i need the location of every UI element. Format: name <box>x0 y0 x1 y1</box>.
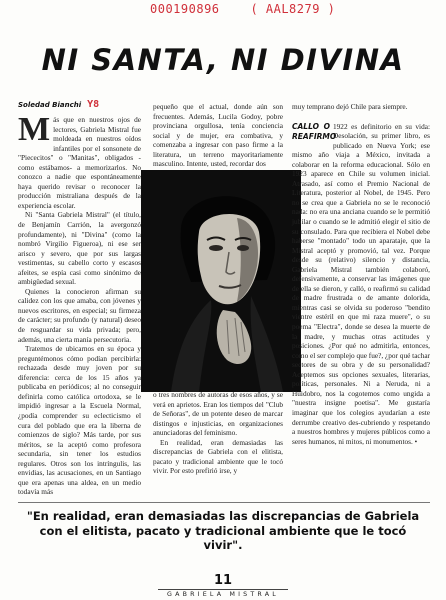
portrait-icon <box>141 170 301 392</box>
article-column-2-top <box>153 102 283 169</box>
paragraph: Más que en nuestros ojos de lectores, Gabriela Mistral fue moldeada en nuestros oídos infantiles por el sonsonete de "Piececitos" o "Manitas", obligados -como estábamos- a memorizarlos. No conozco a nadie que espontáneamente haya querido revisar o reconocer la producción mistraliana después de la experiencia escolar. <box>18 111 141 210</box>
page-number: 11 <box>213 573 233 588</box>
paragraph: Tratemos de ubicarnos en su época y preguntémonos cómo podían percibirla: rechazada desde muy joven por su diferencia: cerca de los 15 años ya publicaba en periódicos; al no conseguir definirla como católica ortodoxa, se le impidió ingresar a la Escuela Normal, ¿podía comprender su eclecticismo el cura del poblado que era la liberna de comienzos de siglo? Más tarde, por sus méritos, se la aceptó como profesora secundaria, sin tener los estudios regulares. Otros son los intríngulis, las envidias, las acusaciones, en un Santiago que era apenas una aldea, en un medio todavía más <box>18 344 141 497</box>
section-subheading: CALLO O REAFIRMO <box>292 121 337 141</box>
paragraph: pequeño que el actual, donde aún son frecuentes. Además, Lucila Godoy, pobre provinciana orgullosa, tenía conciencia social y de mujer, era combativa, y comenzaba a ingresar con paso firme a la literatura, un terreno mayoritariamente masculino. Intente, usted, recordar dos <box>153 102 283 169</box>
divider <box>18 502 430 503</box>
page-footer <box>0 574 446 598</box>
drop-cap: M <box>18 111 51 148</box>
article-title: NI SANTA, NI DIVINA <box>41 43 405 77</box>
handwritten-catalog-note <box>150 2 335 16</box>
handwritten-mark: Y8 <box>87 99 100 110</box>
byline <box>18 99 99 110</box>
paragraph: CALLO O REAFIRMO 1922 es definitorio en su vida: Desolación, su primer libro, es publicado en Nueva York; ese mismo año viaja a México, invitada a colaborar en la reforma educacional. Sólo en 1923 aparece en Chile su volumen inicial. Atrasado, así como el Premio Nacional de Literatura, posterior al Nobel, de 1945. Pero no se crea que a Gabriela no se le reconoció nada: no era una anciana cuando se le permitió jubilar o cuando se le admitió elegir el sitio de su consulado. Para que recibiera el Nobel debe haberse "montado" todo un aparataje, que la Mistral aceptó y promovió, tal vez. Porque desde su (relativo) silencio y distancia, Gabriela Mistral también colaboró, defensivamente, a conservar las imágenes que de ella se dieron, y calló, o reafirmó su calidad de madre frustrada o de amante dolorida, mientras casi se olvida su poderoso "bendito vientre estéril en que mi raza muere", o su poema "Electra", donde se desea la muerte de la madre, y muchas otras actitudes y posiciones. ¿Por qué no admitirla, entonces, como el ser complejo que fue?, ¿por qué tachar sectores de su obra y de su personalidad? Aceptemos sus opciones sexuales, literarias, políticas, personales. Ni a Neruda, ni a Huidobro, nos la cogotemos como ungida a "nuestra insigne poetisa". Me gustaría imaginar que los colegios ayudarían a este derrumbe creativo des-cubriendo y respetando a nuestros hombres y mujeres públicos como a seres humanos, ni mitos, ni monumentos. • <box>292 121 430 446</box>
paragraph: Ni "Santa Gabriela Mistral" (el título, de Benjamín Carrión, la avergonzó profundamente), ni "Divina" (como la nombró Virgilio Figueroa), ni ese ser arisco y severo, que por sus largas vestimentas, su cabello corto y escasos afeites, se espía casi como sinónimo de ambigüedad sexual. <box>18 210 141 287</box>
magazine-name: GABRIELA MISTRAL <box>158 589 288 598</box>
paragraph: muy temprano dejó Chile para siempre. <box>292 102 408 111</box>
paragraph: Quienes la conocieron afirman su calidez con los que amaba, con jóvenes y nuevos escritores, en especial; su firmeza de carácter; su profundo (y natural) deseo de resguardar su vida privada; pero, además, una cierta manía persecutoria. <box>18 286 141 344</box>
paragraph: En realidad, eran demasiadas las discrepancias de Gabriela con el elitista, pacato y tradicional ambiente que le tocó vivir. Por esto prefirió irse, y <box>153 437 283 476</box>
article-column-1 <box>18 111 141 497</box>
pull-quote: "En realidad, eran demasiadas las discrepancias de Gabriela con el elitista, pacato y tradicional ambiente que le tocó vivir". <box>26 509 420 552</box>
article-column-2-bottom <box>153 390 283 476</box>
author-name: Soledad Bianchi <box>18 101 82 109</box>
portrait-photo <box>141 170 301 392</box>
catalog-number: 000190896 <box>150 2 220 16</box>
paragraph: o tres nombres de autoras de esos años, y se verá en aprietos. Eran los tiempos del "Club de Señoras", de un potente deseo de marcar distingos e injusticias, en organizaciones anunciadoras del feminismo. <box>153 390 283 438</box>
article-column-3 <box>292 102 430 446</box>
catalog-code: ( AAL8279 ) <box>250 2 336 16</box>
